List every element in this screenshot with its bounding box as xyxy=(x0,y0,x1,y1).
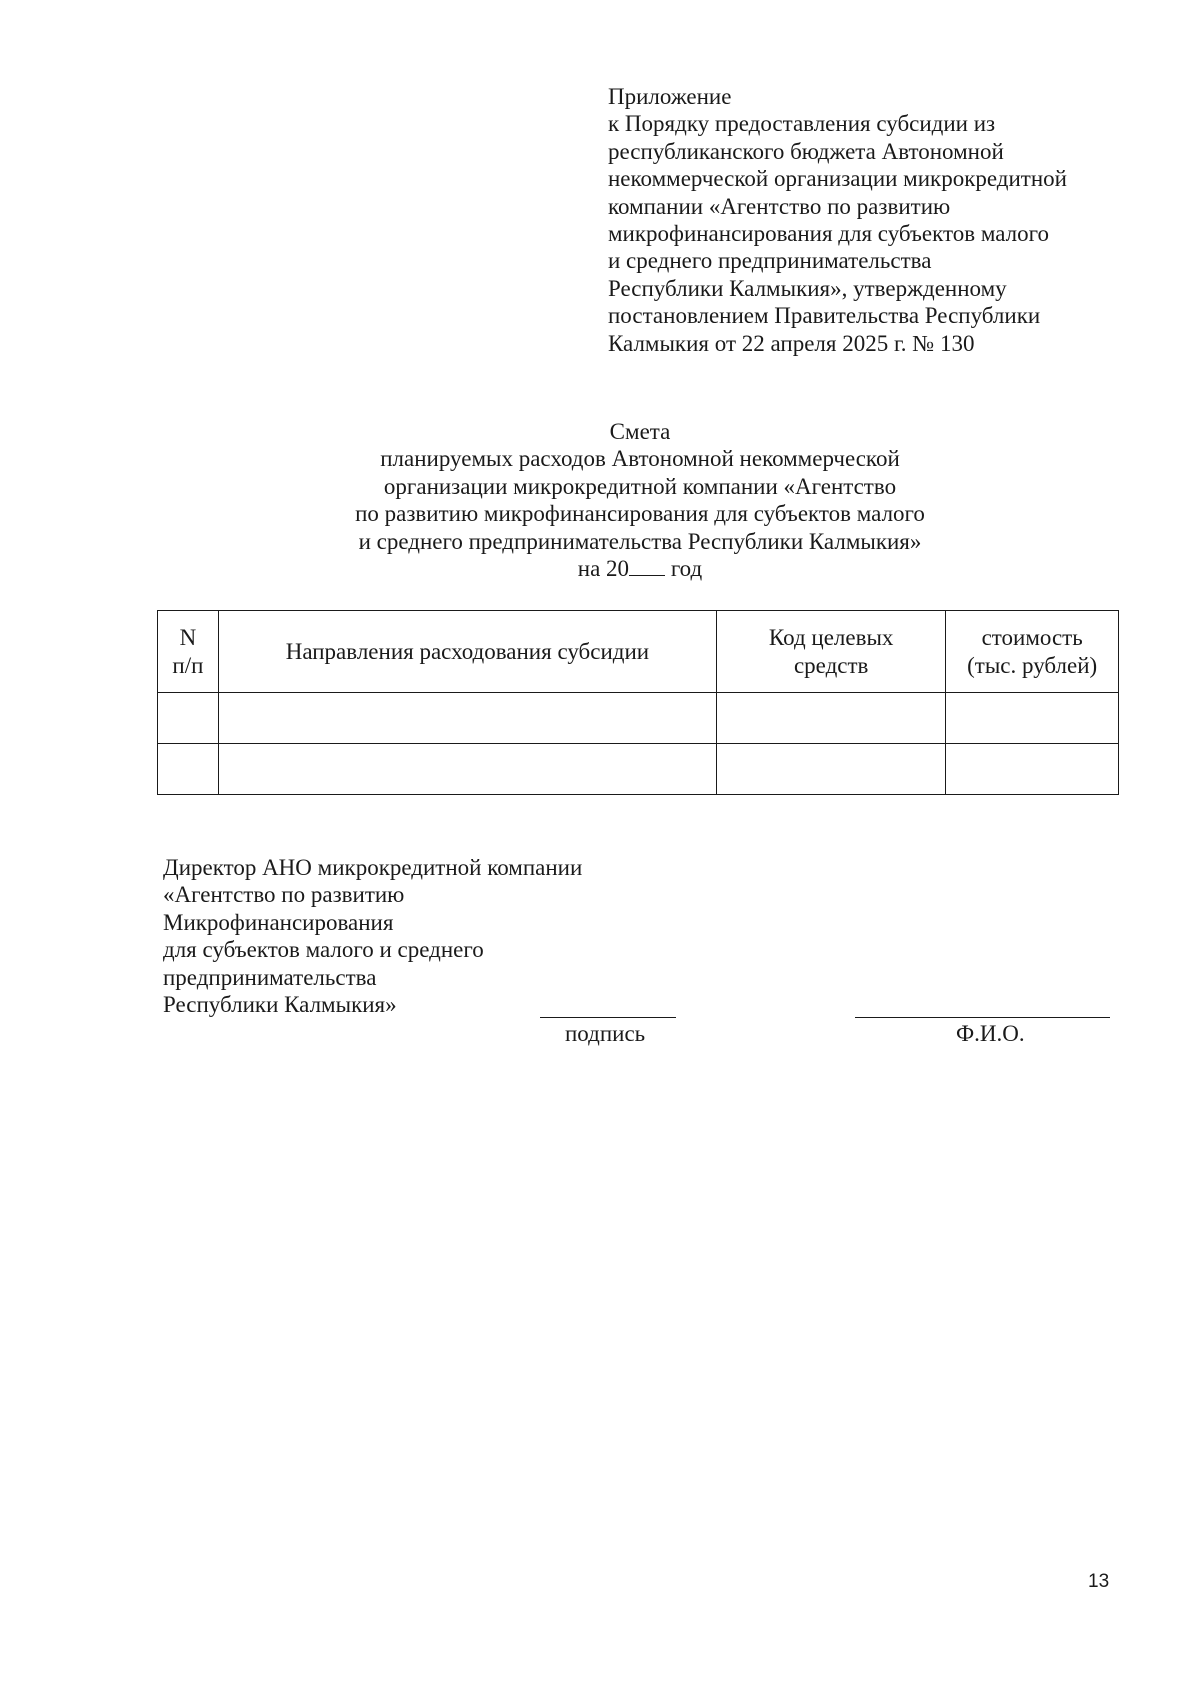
header-code xyxy=(717,611,946,693)
header-cost-line1: стоимость xyxy=(981,624,1083,650)
appendix-line: Калмыкия от 22 апреля 2025 г. № 130 xyxy=(608,330,975,356)
appendix-line: и среднего предпринимательства xyxy=(608,248,932,274)
signatory-line: Микрофинансирования xyxy=(163,909,394,935)
header-number xyxy=(158,611,219,693)
signatory-line: Директор АНО микрокредитной компании xyxy=(163,855,583,880)
header-number-line1: N xyxy=(179,624,197,650)
signature-field-line[interactable] xyxy=(540,1017,676,1018)
document-title xyxy=(200,418,1080,582)
table-cell xyxy=(946,693,1119,744)
table-row xyxy=(158,693,1119,744)
appendix-line: Республики Калмыкия», утвержденному xyxy=(608,275,1007,301)
title-year-line xyxy=(200,555,1080,582)
header-direction: Направления расходования субсидии xyxy=(218,611,716,693)
title-line: организации микрокредитной компании «Агентство xyxy=(383,473,897,499)
table-row xyxy=(158,744,1119,795)
year-blank-field[interactable] xyxy=(629,557,665,576)
year-prefix: на 20 xyxy=(577,556,630,582)
signatory-line: «Агентство по развитию xyxy=(163,882,405,908)
appendix-header xyxy=(608,83,1128,357)
page-number: 13 xyxy=(1088,1571,1110,1592)
table-cell xyxy=(946,744,1119,795)
name-caption: Ф.И.О. xyxy=(956,1021,1025,1046)
appendix-line: к Порядку предоставления субсидии из xyxy=(608,111,996,137)
table-cell xyxy=(218,693,716,744)
table-cell xyxy=(158,693,219,744)
title-line: планируемых расходов Автономной некоммерческой xyxy=(380,446,900,472)
signatory-line: Республики Калмыкия» xyxy=(163,992,397,1018)
header-code-line1: Код целевых xyxy=(768,624,894,650)
expense-table xyxy=(157,610,1119,795)
header-cost xyxy=(946,611,1119,693)
table-cell xyxy=(717,744,946,795)
table-cell xyxy=(717,693,946,744)
appendix-line: республиканского бюджета Автономной xyxy=(608,138,1004,164)
signature-caption: подпись xyxy=(565,1021,646,1046)
table-header-row xyxy=(158,611,1119,693)
header-cost-line2: (тыс. рублей) xyxy=(967,652,1098,678)
year-suffix: год xyxy=(665,556,703,582)
header-code-line2: средств xyxy=(793,652,869,678)
appendix-line: некоммерческой организации микрокредитной xyxy=(608,166,1067,192)
signatory-line: предпринимательства xyxy=(163,964,377,990)
signatory-line: для субъектов малого и среднего xyxy=(163,937,484,963)
title-heading: Смета xyxy=(609,419,671,444)
title-line: и среднего предпринимательства Республики Калмыкия» xyxy=(358,528,922,554)
header-number-line2: п/п xyxy=(172,652,204,678)
title-line: по развитию микрофинансирования для субъектов малого xyxy=(355,501,925,527)
appendix-line: микрофинансирования для субъектов малого xyxy=(608,221,1050,247)
table-cell xyxy=(218,744,716,795)
appendix-line: компании «Агентство по развитию xyxy=(608,193,951,219)
appendix-line: постановлением Правительства Республики xyxy=(608,303,1041,329)
table-cell xyxy=(158,744,219,795)
name-field-line[interactable] xyxy=(855,1017,1110,1018)
signatory-block xyxy=(163,854,643,1018)
appendix-line: Приложение xyxy=(608,84,732,109)
